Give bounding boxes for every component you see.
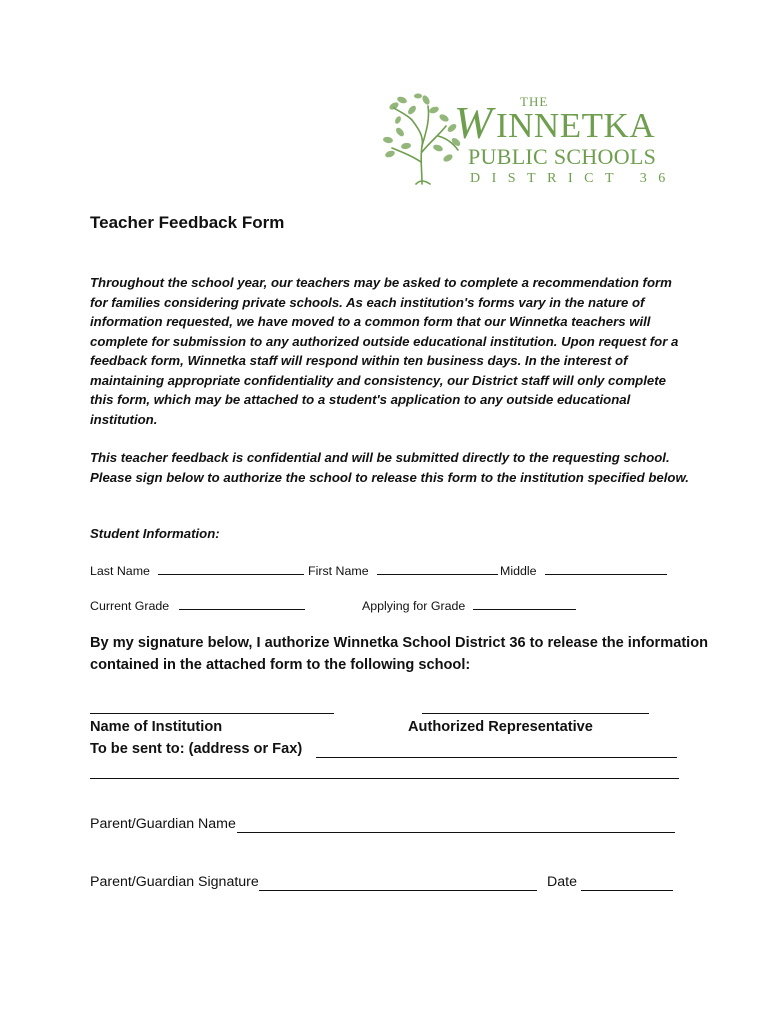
middle-blank[interactable]: [545, 563, 667, 575]
student-info-heading: Student Information:: [90, 526, 220, 541]
first-name-blank[interactable]: [377, 563, 498, 575]
logo-the: THE: [520, 94, 549, 109]
middle-label: Middle: [500, 564, 537, 578]
tree-icon: [382, 92, 464, 188]
representative-line[interactable]: [422, 713, 649, 714]
applying-grade-field[interactable]: [362, 598, 576, 613]
name-of-institution-label: Name of Institution: [90, 719, 223, 735]
applying-grade-blank[interactable]: [473, 598, 576, 610]
address-line-2[interactable]: [90, 778, 679, 779]
parent-signature-label: Parent/Guardian Signature: [90, 874, 259, 890]
parent-name-label: Parent/Guardian Name: [90, 816, 236, 832]
last-name-field[interactable]: [90, 563, 304, 578]
authorized-representative-label: Authorized Representative: [408, 719, 593, 735]
logo-innetka: INNETKA: [496, 106, 656, 145]
last-name-label: Last Name: [90, 564, 150, 578]
current-grade-label: Current Grade: [90, 599, 170, 613]
current-grade-blank[interactable]: [179, 598, 305, 610]
middle-field[interactable]: [500, 563, 667, 578]
institution-line[interactable]: [90, 713, 334, 714]
winnetka-logo: [382, 92, 682, 190]
address-line-1[interactable]: [316, 757, 677, 758]
last-name-blank[interactable]: [158, 563, 304, 575]
parent-signature-line[interactable]: [259, 890, 537, 891]
confidential-paragraph: This teacher feedback is confidential and will be submitted directly to the requesting school. Please sign below to authorize the school to release this form to the institution specified below.: [90, 450, 689, 485]
to-be-sent-to-label: To be sent to: (address or Fax): [90, 741, 303, 757]
logo-public-schools: PUBLIC SCHOOLS: [468, 144, 657, 169]
logo-w: W: [454, 97, 493, 148]
first-name-label: First Name: [308, 564, 369, 578]
date-label: Date: [547, 874, 577, 890]
logo-district: DISTRICT 36: [470, 171, 677, 186]
date-line[interactable]: [581, 890, 673, 891]
authorization-statement: By my signature below, I authorize Winnetka School District 36 to release the information contained in the attached form to the following school:: [90, 635, 709, 673]
current-grade-field[interactable]: [90, 598, 305, 613]
parent-name-line[interactable]: [237, 832, 675, 833]
intro-paragraph: Throughout the school year, our teachers may be asked to complete a recommendation form for families considering private schools. As each institution's forms vary in the nature of information requested, we have moved to a common form that our Winnetka teachers will complete for submission to any authorized outside educational institution. Upon request for a feedback form, Winnetka staff will respond within ten business days. In the interest of maintaining appropriate confidentiality and consistency, our District staff will only complete this form, which may be attached to a student's application to any outside educational institution.: [90, 275, 679, 427]
first-name-field[interactable]: [308, 563, 498, 578]
page-title: Teacher Feedback Form: [90, 213, 285, 232]
applying-grade-label: Applying for Grade: [362, 599, 466, 613]
